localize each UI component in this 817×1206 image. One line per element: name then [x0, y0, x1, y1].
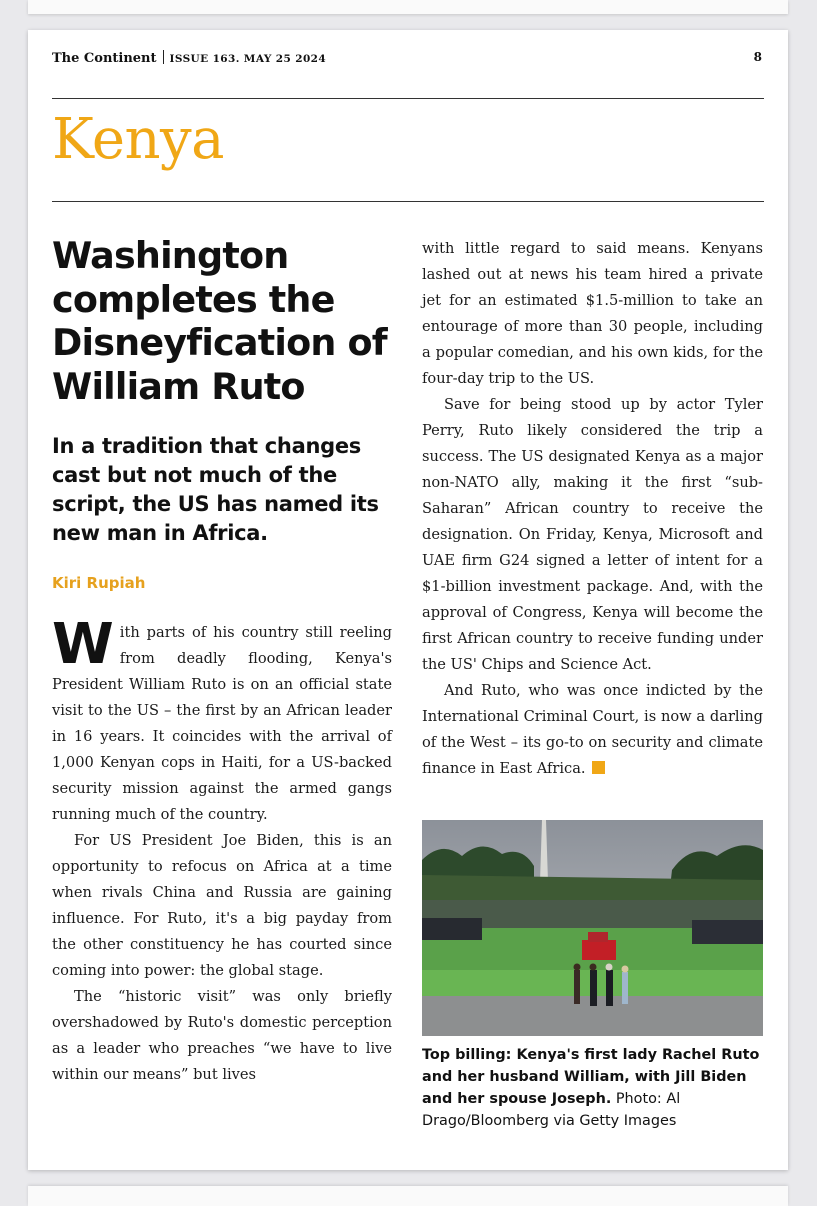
body-paragraph: Save for being stood up by actor Tyler Perry, Ruto likely considered the trip a success. The US designated Kenya as a major non-NATO ally, making it the first “sub-Saharan” African country to receive the designation. On Friday, Kenya, Microsoft and UAE firm G24 signed a letter of intent for a $1-billion investment package. And, with the approval of Congress, Kenya will become the first African country to receive funding under the US' Chips and Science Act.: [422, 396, 763, 673]
magazine-page: [28, 30, 788, 1170]
masthead-divider: [163, 50, 164, 64]
body-paragraph-text: ith parts of his country still reeling from deadly flooding, Kenya's President William Ruto is on an official state visit to the US – the first by an African leader in 16 years. It coincides with the arrival of 1,000 Kenyan cops in Haiti, for a US-backed security mission against the armed gangs running much of the country.: [52, 624, 392, 823]
page-number: 8: [753, 50, 762, 64]
article-photo: [422, 820, 763, 1036]
body-paragraph: For US President Joe Biden, this is an opportunity to refocus on Africa at a time when rivals China and Russia are gaining influence. For Ruto, it's a big payday from the other constituency he has courted since coming into power: the global stage.: [52, 832, 392, 979]
photo-caption: [422, 1044, 767, 1132]
publication-name: The Continent: [52, 51, 157, 66]
body-paragraph-continued: with little regard to said means. Kenyans lashed out at news his team hired a private jet for an estimated $1.5-million to take an entourage of more than 30 people, including a popular comedian, and his own kids, for the four-day trip to the US.: [422, 240, 763, 387]
body-paragraph: The “historic visit” was only briefly overshadowed by Ruto's domestic perception as a leader who preaches “we have to live within our means” but lives: [52, 988, 392, 1083]
article-left-column: [52, 234, 392, 1088]
caption-credit: Photo: Al Drago/Bloomberg via Getty Images: [422, 1091, 681, 1129]
next-page-edge: [28, 1186, 788, 1206]
section-rule: [52, 201, 764, 202]
article-body-right: [422, 236, 763, 782]
article-right-column: [422, 236, 763, 782]
body-paragraph: [422, 678, 763, 782]
header-rule: [52, 98, 764, 99]
body-paragraph-text: And Ruto, who was once indicted by the International Criminal Court, is now a darling of the West – its go-to on security and climate finance in East Africa.: [422, 682, 763, 777]
caption-title: Top billing: Kenya's first lady Rachel Ruto and her husband William, with Jill Biden and her spouse Joseph.: [422, 1047, 760, 1107]
end-mark-icon: [592, 761, 605, 774]
masthead: [52, 50, 326, 66]
white-house-ceremony-photo: [422, 820, 763, 1036]
article-dek: In a tradition that changes cast but not much of the script, the US has named its new man in Africa.: [52, 434, 379, 545]
previous-page-edge: [28, 0, 788, 14]
body-paragraph: [52, 612, 392, 828]
issue-info: ISSUE 163. MAY 25 2024: [169, 53, 327, 65]
article-headline: Washington completes the Disneyfication of William Ruto: [52, 234, 387, 408]
article-body-left: [52, 612, 392, 1088]
drop-cap: W: [52, 612, 114, 677]
section-title: Kenya: [52, 107, 225, 172]
article-byline: Kiri Rupiah: [52, 574, 146, 592]
